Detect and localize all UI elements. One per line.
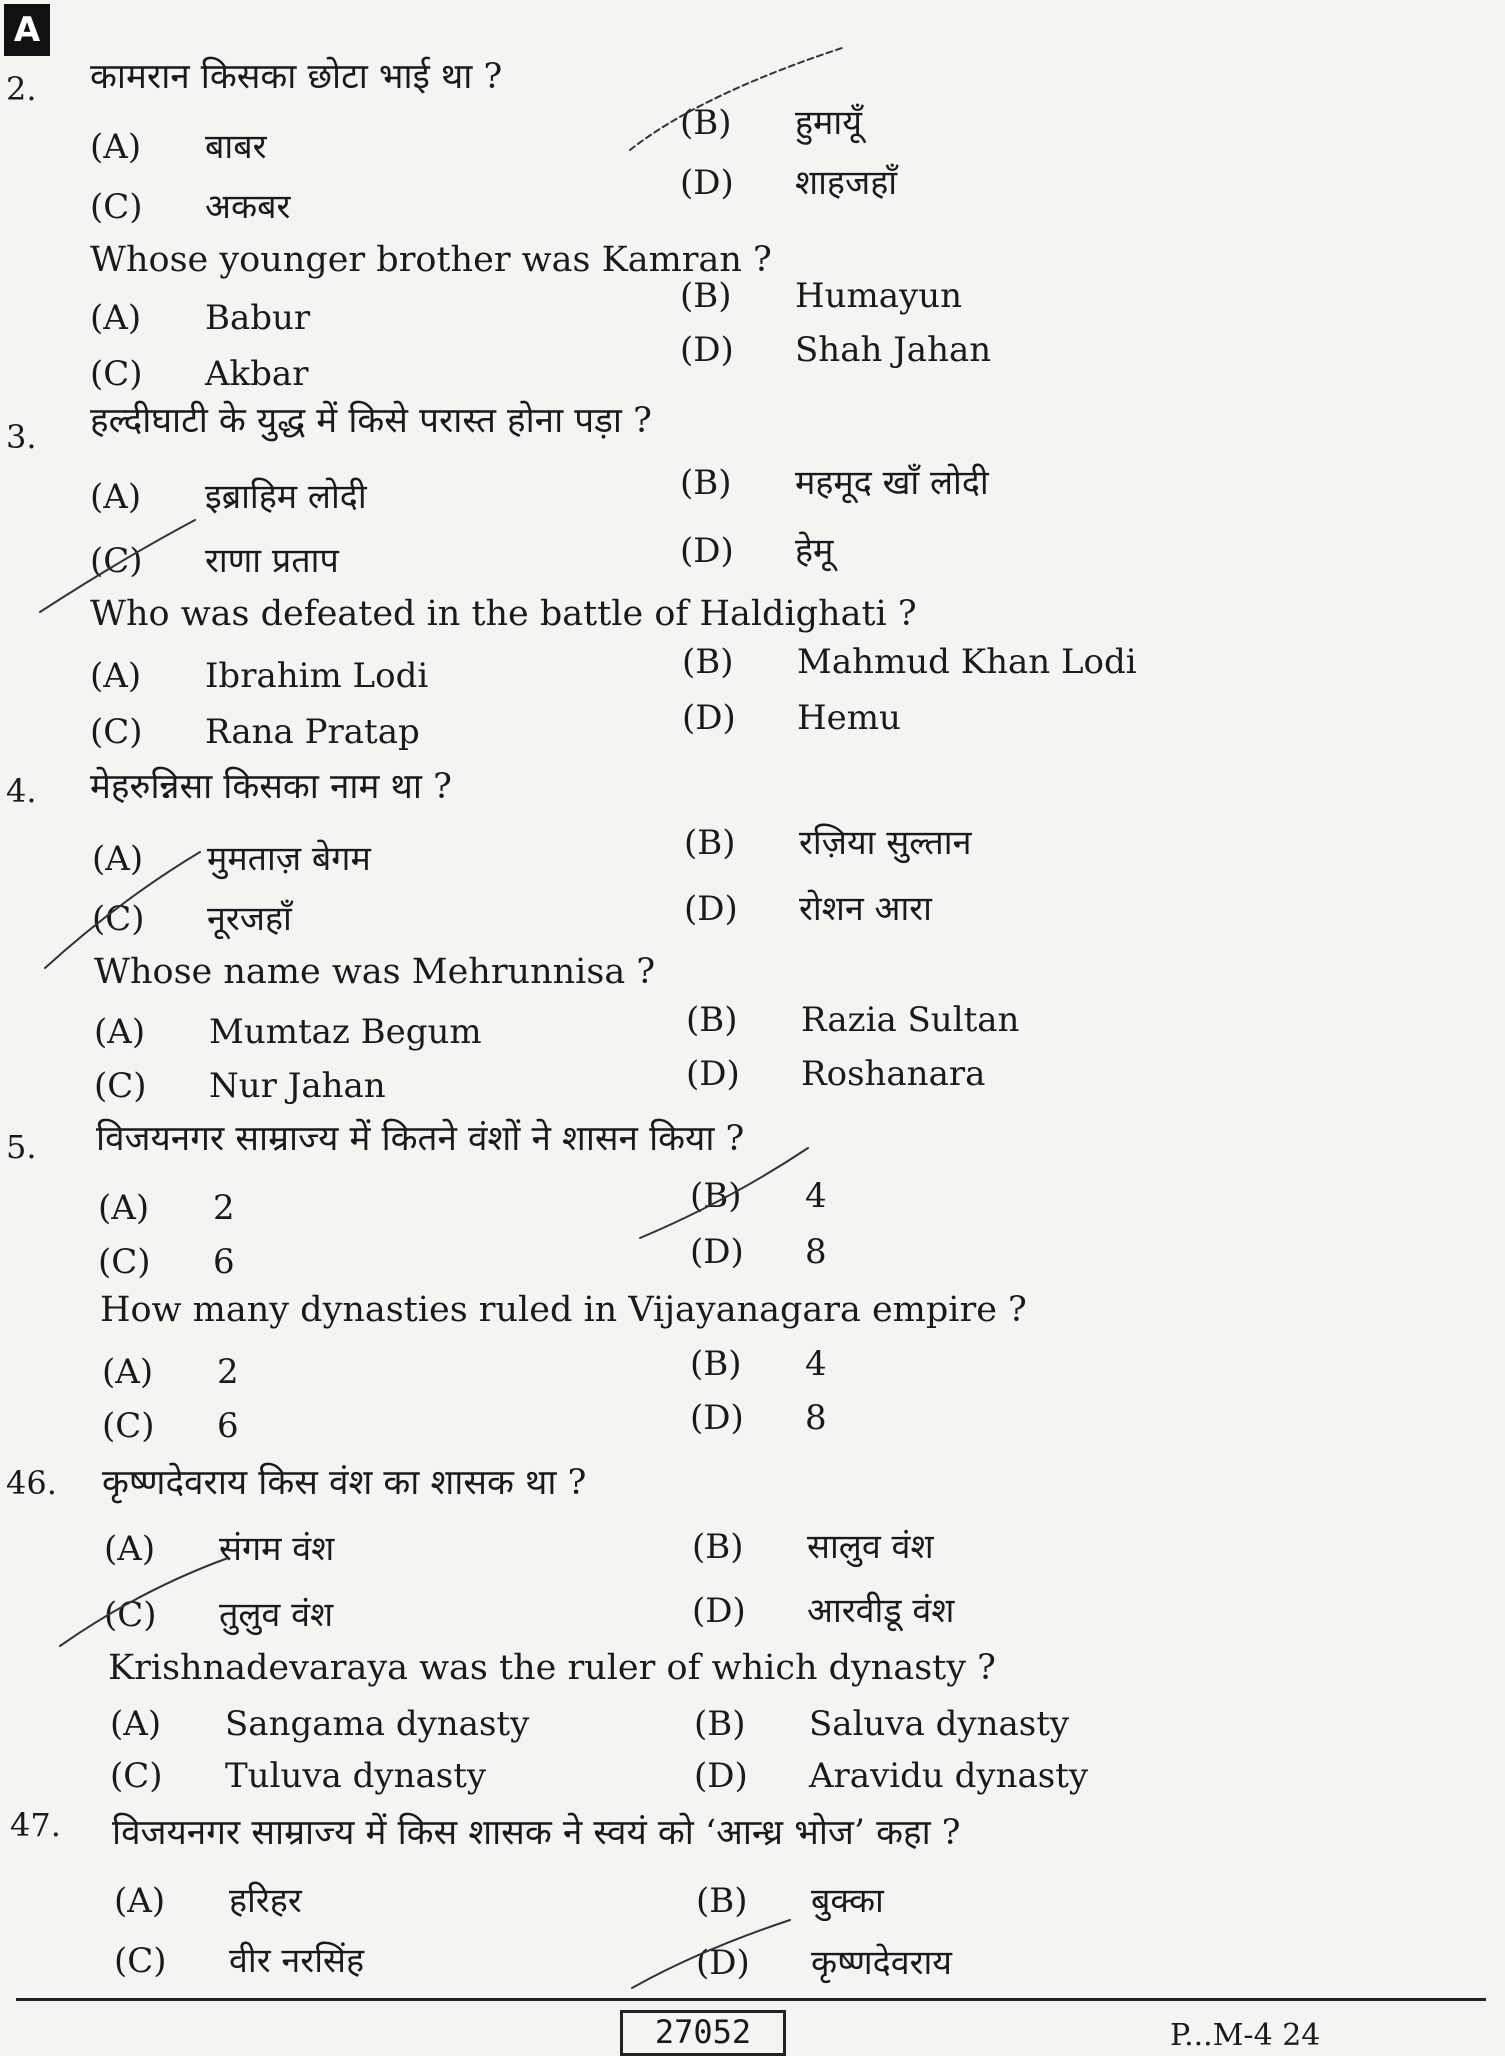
question-number: 2.	[6, 70, 37, 108]
footer-code: 27052	[620, 2010, 786, 2056]
option-b-hindi: (B) महमूद खाँ लोदी	[680, 463, 989, 503]
option-c-hindi: (C) तुलुव वंश	[104, 1595, 334, 1635]
option-b-hindi: (B) बुक्का	[696, 1881, 884, 1921]
question-text-english: Whose name was Mehrunnisa ?	[94, 952, 656, 992]
option-b-hindi: (B) रज़िया सुल्तान	[684, 823, 972, 863]
question-text-hindi: कामरान किसका छोटा भाई था ?	[90, 57, 503, 97]
option-b-hindi: (B) 4	[690, 1176, 827, 1216]
option-b-english: (B) Razia Sultan	[686, 1000, 1020, 1040]
option-c-hindi: (C) नूरजहाँ	[92, 899, 292, 939]
section-marker: A	[4, 4, 50, 56]
option-d-hindi: (D) आरवीडू वंश	[692, 1591, 955, 1631]
option-a-hindi: (A) 2	[98, 1188, 235, 1228]
option-a-english: (A) Mumtaz Begum	[94, 1012, 482, 1052]
option-c-hindi: (C) राणा प्रताप	[90, 541, 339, 581]
question-text-hindi: विजयनगर साम्राज्य में कितने वंशों ने शासन किया ?	[96, 1119, 745, 1159]
footer-right-text: P...M-4 24	[1170, 2018, 1321, 2053]
option-d-hindi: (D) कृष्णदेवराय	[696, 1943, 953, 1983]
option-a-english: (A) Sangama dynasty	[110, 1704, 530, 1744]
option-b-hindi: (B) सालुव वंश	[692, 1527, 934, 1567]
option-b-english: (B) Saluva dynasty	[694, 1704, 1070, 1744]
option-d-hindi: (D) रोशन आरा	[684, 889, 932, 929]
option-d-english: (D) Roshanara	[686, 1054, 986, 1094]
option-a-english: (A) 2	[102, 1352, 239, 1392]
option-a-hindi: (A) मुमताज़ बेगम	[92, 839, 371, 879]
question-text-hindi: विजयनगर साम्राज्य में किस शासक ने स्वयं को ‘आन्ध्र भोज’ कहा ?	[112, 1813, 961, 1853]
option-b-english: (B) Humayun	[680, 276, 963, 316]
option-a-hindi: (A) संगम वंश	[104, 1529, 335, 1569]
option-a-hindi: (A) इब्राहिम लोदी	[90, 477, 367, 517]
option-d-hindi: (D) शाहजहाँ	[680, 163, 898, 203]
option-b-english: (B) Mahmud Khan Lodi	[682, 642, 1137, 682]
question-text-hindi: कृष्णदेवराय किस वंश का शासक था ?	[102, 1463, 587, 1503]
question-text-english: How many dynasties ruled in Vijayanagara empire ?	[100, 1290, 1027, 1330]
question-text-english: Whose younger brother was Kamran ?	[90, 240, 772, 280]
question-text-english: Who was defeated in the battle of Haldighati ?	[90, 594, 917, 634]
question-text-hindi: हल्दीघाटी के युद्ध में किसे परास्त होना पड़ा ?	[90, 401, 652, 441]
question-number: 4.	[6, 772, 37, 810]
question-text-hindi: मेहरुन्निसा किसका नाम था ?	[90, 767, 452, 807]
option-c-hindi: (C) अकबर	[90, 187, 291, 227]
question-text-english: Krishnadevaraya was the ruler of which dynasty ?	[108, 1648, 996, 1688]
option-d-english: (D) 8	[690, 1398, 827, 1438]
option-a-english: (A) Babur	[90, 298, 311, 338]
question-number: 46.	[6, 1464, 57, 1502]
option-a-english: (A) Ibrahim Lodi	[90, 656, 429, 696]
option-c-english: (C) Nur Jahan	[94, 1066, 386, 1106]
option-d-english: (D) Hemu	[682, 698, 901, 738]
option-d-hindi: (D) हेमू	[680, 531, 834, 571]
option-d-english: (D) Shah Jahan	[680, 330, 992, 370]
option-c-hindi: (C) 6	[98, 1242, 235, 1282]
option-c-english: (C) Rana Pratap	[90, 712, 420, 752]
question-number: 3.	[6, 418, 37, 456]
option-a-hindi: (A) बाबर	[90, 127, 267, 167]
option-d-hindi: (D) 8	[690, 1232, 827, 1272]
question-number: 47.	[10, 1806, 61, 1844]
question-number: 5.	[6, 1128, 37, 1166]
option-b-hindi: (B) हुमायूँ	[680, 103, 862, 143]
option-c-hindi: (C) वीर नरसिंह	[114, 1941, 365, 1981]
option-c-english: (C) Akbar	[90, 354, 309, 394]
option-b-english: (B) 4	[690, 1344, 827, 1384]
option-d-english: (D) Aravidu dynasty	[694, 1756, 1089, 1796]
option-c-english: (C) Tuluva dynasty	[110, 1756, 487, 1796]
option-a-hindi: (A) हरिहर	[114, 1881, 302, 1921]
option-c-english: (C) 6	[102, 1406, 239, 1446]
page-bottom-rule	[16, 1998, 1486, 2001]
